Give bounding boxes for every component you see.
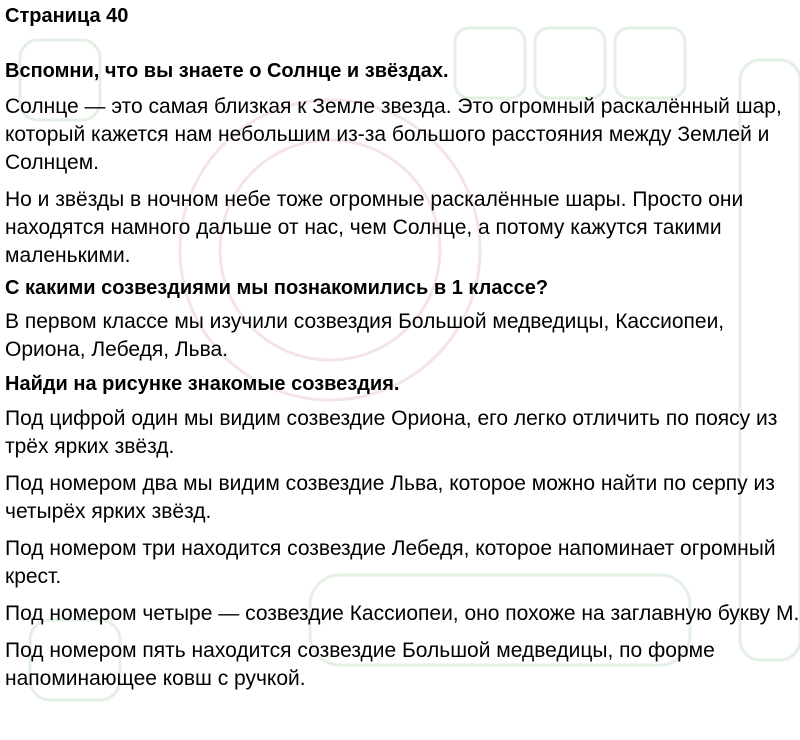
paragraph-constellations-grade1: В первом классе мы изучили созвездия Большой медведицы, Кассиопеи, Ориона, Лебедя, Льва. <box>5 310 725 361</box>
paragraph-cygnus: Под номером три находится созвездие Лебедя, которое напоминает огромный крест. <box>5 537 776 588</box>
paragraph-leo: Под номером два мы видим созвездие Льва, которое можно найти по серпу из четырёх ярких звёзд. <box>5 472 775 523</box>
page-title: Страница 40 <box>5 5 129 27</box>
section-heading-constellations-grade1: С какими созвездиями мы познакомились в 1 классе? <box>5 277 549 299</box>
paragraph-cassiopeia: Под номером четыре — созвездие Кассиопеи, оно похоже на заглавную букву М. <box>5 602 800 625</box>
section-heading-sun: Вспомни, что вы знаете о Солнце и звёздах. <box>5 60 449 82</box>
paragraph-sun-2: Но и звёзды в ночном небе тоже огромные раскалённые шары. Просто они находятся намного дальше от нас, чем Солнце, а потому кажутся такими маленькими. <box>5 188 744 267</box>
paragraph-ursa-major: Под номером пять находится созвездие Большой медведицы, по форме напоминающее ковш с ручкой. <box>5 639 715 690</box>
paragraph-orion: Под цифрой один мы видим созвездие Ориона, его легко отличить по поясу из трёх ярких звёзд. <box>5 407 778 458</box>
document-body <box>5 0 800 693</box>
section-heading-find-constellations: Найди на рисунке знакомые созвездия. <box>5 373 400 395</box>
paragraph-sun-1: Солнце — это самая близкая к Земле звезда. Это огромный раскалённый шар, который кажется нам небольшим из-за большого расстояния между Землей и Солнцем. <box>5 95 782 174</box>
